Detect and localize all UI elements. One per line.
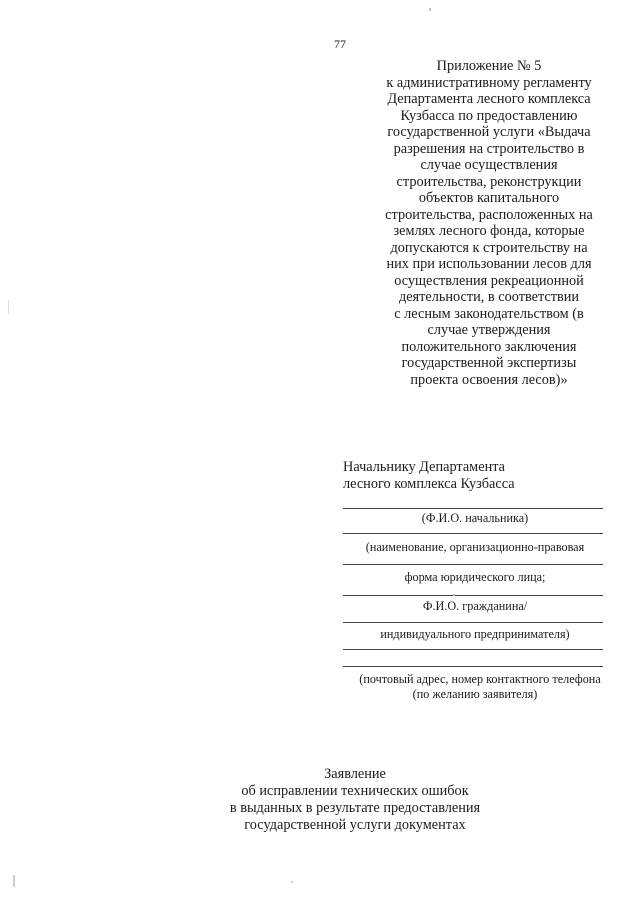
appendix-line: Департамента лесного комплекса — [387, 91, 591, 107]
appendix-line: положительного заключения — [401, 338, 577, 355]
fill-line — [343, 533, 603, 534]
caption-org-name: (наименование, организационно-правовая — [365, 540, 585, 554]
caption-entrepreneur: индивидуального предпринимателя) — [380, 627, 570, 641]
scan-speck — [8, 300, 9, 314]
appendix-line: с лесным законодательством (в — [394, 305, 584, 322]
fill-line — [343, 622, 603, 623]
appendix-line: строительства, реконструкции — [396, 173, 582, 190]
statement-title: Заявление — [324, 766, 386, 782]
appendix-line: деятельности, в соответствии — [398, 289, 580, 305]
addressee-line: лесного комплекса Кузбасса — [343, 476, 515, 492]
appendix-line: Приложение № 5 — [436, 58, 542, 74]
fill-line — [343, 595, 603, 596]
statement-heading — [190, 766, 520, 834]
statement-line: об исправлении технических ошибок — [241, 783, 469, 799]
appendix-line: случае осуществления — [420, 157, 558, 173]
caption-postal-address: (почтовый адрес, номер контактного телефона — [359, 672, 601, 686]
appendix-header — [360, 58, 618, 388]
appendix-line: землях лесного фонда, которые — [393, 223, 585, 239]
caption-optional: (по желанию заявителя) — [412, 687, 538, 701]
fill-line — [343, 649, 603, 650]
scan-speck — [453, 594, 455, 596]
caption-citizen-name: Ф.И.О. гражданина/ — [422, 599, 528, 613]
addressee-block — [343, 459, 515, 493]
statement-line: в выданных в результате предоставления — [229, 800, 481, 816]
appendix-line: допускаются к строительству на — [390, 239, 588, 256]
caption-legal-form: форма юридического лица; — [404, 570, 546, 584]
appendix-line: к административному регламенту — [386, 74, 592, 91]
addressee-line: Начальнику Департамента — [343, 459, 505, 475]
statement-line: государственной услуги документах — [244, 817, 466, 833]
appendix-line: разрешения на строительство в — [393, 140, 585, 157]
appendix-line: объектов капитального — [418, 190, 560, 206]
scan-speck — [291, 881, 293, 883]
fill-line — [343, 666, 603, 667]
appendix-line: государственной услуги «Выдача — [387, 124, 591, 140]
appendix-line: них при использовании лесов для — [386, 256, 592, 272]
scan-speck — [429, 8, 431, 11]
appendix-line: государственной экспертизы — [401, 355, 577, 371]
fill-line — [343, 508, 603, 509]
appendix-line: строительства, расположенных на — [385, 206, 593, 223]
appendix-line: Кузбасса по предоставлению — [400, 107, 578, 124]
page-number: 77 — [334, 37, 346, 51]
appendix-line: случае утверждения — [427, 322, 551, 338]
caption-head-name: (Ф.И.О. начальника) — [421, 511, 529, 525]
appendix-line: осуществления рекреационной — [394, 272, 584, 289]
appendix-line: проекта освоения лесов)» — [410, 371, 568, 388]
scan-speck — [13, 875, 15, 887]
fill-line — [343, 564, 603, 565]
